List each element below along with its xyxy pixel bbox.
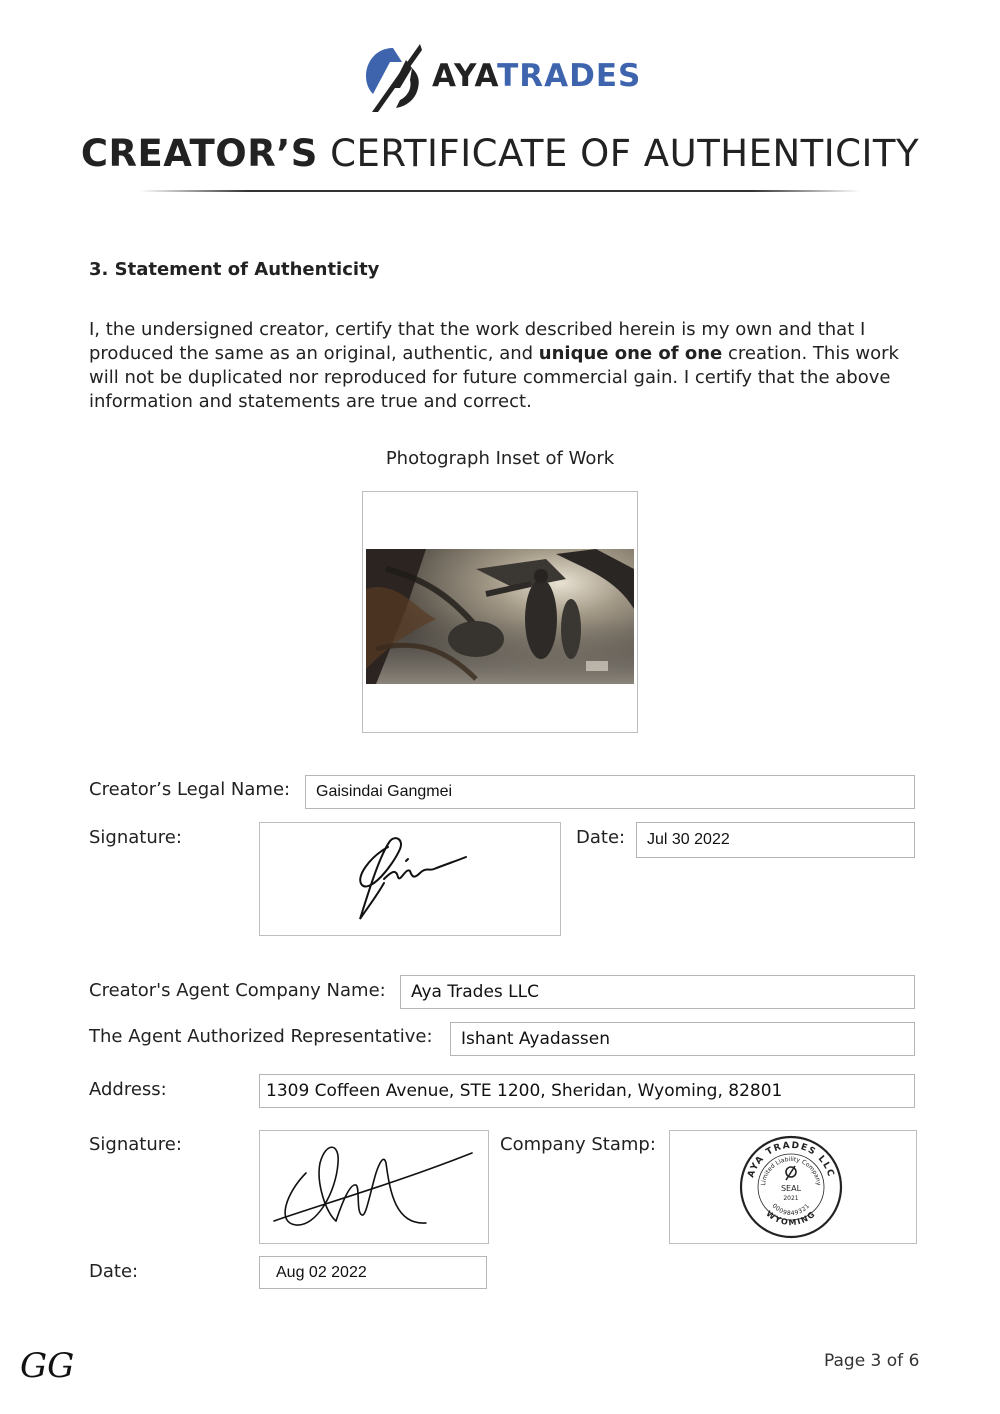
statement-text-1: I, the undersigned creator, certify that the work described herein is my own and that I produced the same as an original, authentic, and xyxy=(89,319,866,364)
company-seal xyxy=(738,1134,844,1240)
photo-frame xyxy=(362,491,638,733)
company-stamp-label: Company Stamp: xyxy=(500,1134,656,1155)
creator-signature-icon xyxy=(340,827,480,927)
agent-company-label: Creator's Agent Company Name: xyxy=(89,980,386,1001)
agent-date-label: Date: xyxy=(89,1261,139,1282)
certificate-title xyxy=(0,132,1000,175)
agent-rep-field[interactable]: Ishant Ayadassen xyxy=(450,1022,915,1056)
artwork-photo xyxy=(366,549,634,684)
statement-text-bold: unique one of one xyxy=(538,343,723,364)
seal-ring-text: Limited Liability Company xyxy=(760,1155,822,1186)
legal-name-label: Creator’s Legal Name: xyxy=(89,779,291,800)
seal-logo-icon xyxy=(786,1166,796,1180)
agent-rep-label: The Agent Authorized Representative: xyxy=(89,1026,433,1047)
agent-signature-icon xyxy=(266,1133,482,1239)
statement-text-2: creation. This work will not be duplicated nor reproduced for future commercial gain. I certify that the above information and statements are true and correct. xyxy=(89,343,899,412)
agent-signature-box[interactable] xyxy=(259,1130,489,1244)
brand-name-part1: AYA xyxy=(432,58,498,94)
seal-label: SEAL xyxy=(780,1184,802,1193)
seal-top-text: AYA TRADES LLC xyxy=(746,1140,836,1180)
section-heading: 3. Statement of Authenticity xyxy=(89,259,380,280)
creator-date-field[interactable]: Jul 30 2022 xyxy=(636,822,915,858)
footer-initials: GG xyxy=(20,1346,75,1386)
photo-caption: Photograph Inset of Work xyxy=(385,448,615,469)
address-label: Address: xyxy=(89,1079,167,1100)
brand-name-part2: TRADES xyxy=(497,58,642,94)
agent-date-field[interactable]: Aug 02 2022 xyxy=(259,1256,487,1289)
certificate-title-bold: CREATOR’S xyxy=(80,132,318,175)
page-number: Page 3 of 6 xyxy=(824,1351,920,1371)
company-stamp-box xyxy=(669,1130,917,1244)
address-field[interactable]: 1309 Coffeen Avenue, STE 1200, Sheridan, Wyoming, 82801 xyxy=(259,1074,915,1108)
certificate-title-rest: CERTIFICATE OF AUTHENTICITY xyxy=(317,132,920,175)
agent-signature-label: Signature: xyxy=(89,1134,182,1155)
seal-number: 0009849321 xyxy=(770,1202,812,1218)
logo-icon xyxy=(362,40,424,114)
title-divider xyxy=(140,190,860,192)
creator-signature-box[interactable] xyxy=(259,822,561,936)
creator-signature-label: Signature: xyxy=(89,827,182,848)
seal-bottom-text: WYOMING xyxy=(764,1209,818,1228)
seal-year: 2021 xyxy=(783,1195,799,1202)
creator-date-label: Date: xyxy=(576,827,626,848)
statement-paragraph xyxy=(89,318,919,414)
brand-name xyxy=(432,58,641,94)
agent-company-field[interactable]: Aya Trades LLC xyxy=(400,975,915,1009)
legal-name-field[interactable]: Gaisindai Gangmei xyxy=(305,775,915,809)
